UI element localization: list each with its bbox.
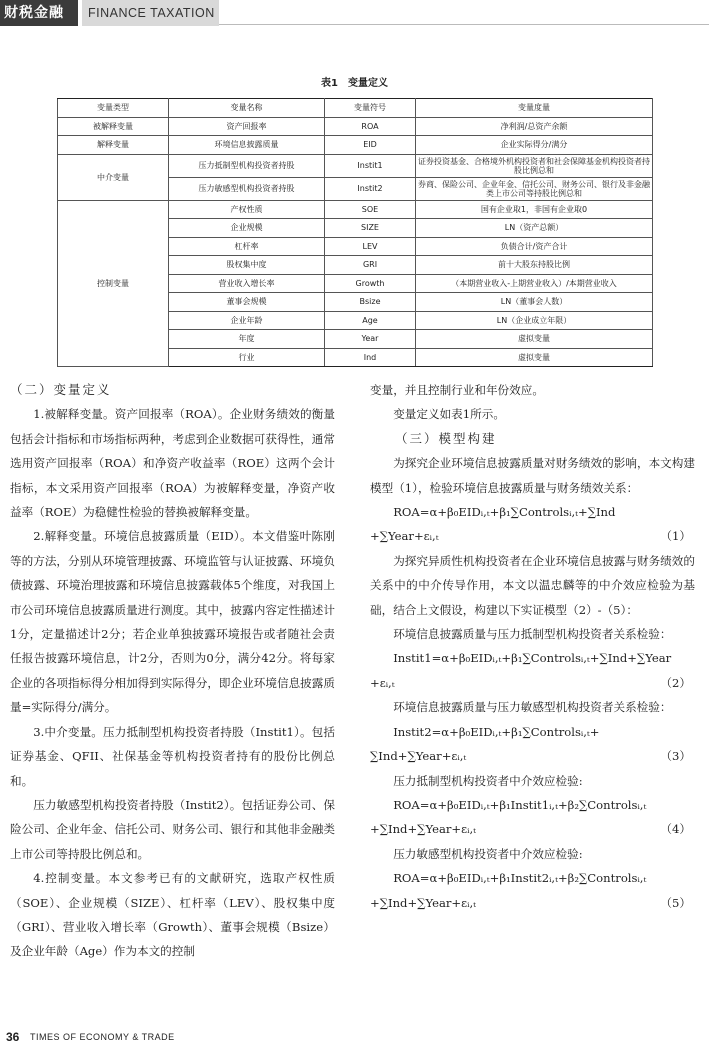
symbol-cell: GRI xyxy=(325,256,416,275)
measure-cell: 券商、保险公司、企业年金、信托公司、财务公司、银行及非金融类上市公司等持股比例总和 xyxy=(416,177,653,200)
equation-1-line: ROA=α+β₀EIDᵢ,ₜ+β₁∑Controlsᵢ,ₜ+∑Ind xyxy=(393,505,616,520)
equation-2-tail xyxy=(370,671,695,695)
name-cell: 董事会规模 xyxy=(169,293,325,312)
measure-cell: 负债合计/资产合计 xyxy=(416,237,653,256)
equation-number: （2） xyxy=(660,675,691,690)
name-cell: 行业 xyxy=(169,348,325,367)
equation-5-tail xyxy=(370,891,695,915)
equation-text: ∑Ind+∑Year+εᵢ,ₜ xyxy=(370,749,467,764)
measure-cell: 虚拟变量 xyxy=(416,348,653,367)
name-cell: 股权集中度 xyxy=(169,256,325,275)
section-heading: （三）模型构建 xyxy=(395,430,497,446)
equation-4-line: ROA=α+β₀EIDᵢ,ₜ+β₁Instit1ᵢ,ₜ+β₂∑Controlsᵢ,ₜ xyxy=(393,797,647,812)
measure-cell: LN（资产总额） xyxy=(416,219,653,238)
symbol-cell: ROA xyxy=(325,117,416,136)
equation-text: +∑Ind+∑Year+εᵢ,ₜ xyxy=(370,895,477,910)
running-header xyxy=(0,0,709,26)
symbol-cell: Year xyxy=(325,330,416,349)
table-header-cell: 变量度量 xyxy=(416,99,653,118)
right-column xyxy=(370,378,695,915)
measure-cell: 虚拟变量 xyxy=(416,330,653,349)
symbol-cell: Bsize xyxy=(325,293,416,312)
symbol-cell: Age xyxy=(325,311,416,330)
table-header-cell: 变量名称 xyxy=(169,99,325,118)
name-cell: 年度 xyxy=(169,330,325,349)
equation-number: （1） xyxy=(660,529,691,544)
type-cell: 解释变量 xyxy=(58,136,169,155)
measure-cell: LN（企业成立年限） xyxy=(416,311,653,330)
symbol-cell: Instit2 xyxy=(325,177,416,200)
equation-2-line: Instit1=α+β₀EIDᵢ,ₜ+β₁∑Controlsᵢ,ₜ+∑Ind+∑Year xyxy=(393,651,672,666)
equation-number: （3） xyxy=(660,749,691,764)
name-cell: 压力抵制型机构投资者持股 xyxy=(169,154,325,177)
paragraph: 压力抵制型机构投资者中介效应检验: xyxy=(393,773,583,788)
paragraph: 3.中介变量。压力抵制型机构投资者持股（Instit1）。包括证券基金、QFII、社保基金等机构投资者持有的股份比例总和。 xyxy=(10,724,335,788)
table-row xyxy=(58,117,653,136)
symbol-cell: LEV xyxy=(325,237,416,256)
name-cell: 环境信息披露质量 xyxy=(169,136,325,155)
measure-cell: 国有企业取1，非国有企业取0 xyxy=(416,200,653,219)
type-cell: 控制变量 xyxy=(58,200,169,367)
header-rule xyxy=(219,24,709,25)
type-cell: 中介变量 xyxy=(58,154,169,200)
symbol-cell: EID xyxy=(325,136,416,155)
name-cell: 产权性质 xyxy=(169,200,325,219)
measure-cell: LN（董事会人数） xyxy=(416,293,653,312)
name-cell: 企业规模 xyxy=(169,219,325,238)
measure-cell: 前十大股东持股比例 xyxy=(416,256,653,275)
left-column xyxy=(10,378,335,964)
equation-1-tail xyxy=(370,524,695,548)
symbol-cell: Instit1 xyxy=(325,154,416,177)
table-header-cell: 变量类型 xyxy=(58,99,169,118)
equation-text: +εᵢ,ₜ xyxy=(370,675,395,690)
symbol-cell: SOE xyxy=(325,200,416,219)
table-row xyxy=(58,154,653,177)
name-cell: 资产回报率 xyxy=(169,117,325,136)
measure-cell: 证券投资基金、合格境外机构投资者和社会保障基金机构投资者持股比例总和 xyxy=(416,154,653,177)
equation-3-tail xyxy=(370,744,695,768)
equation-text: +∑Year+εᵢ,ₜ xyxy=(370,529,439,544)
paragraph: 2.解释变量。环境信息披露质量（EID）。本文借鉴叶陈刚等的方法，分别从环境管理披露、环境监管与认证披露、环境负债披露、环境治理披露和环境信息披露载体5个维度，对我国上市公司环境信息披露质量进行测度。其中，披露内容定性描述计1分，定量描述计2分；若企业单独披露环境报告或者随社会责任报告披露环境信息，计2分，否则为0分，满分42分。将每家企业的各项指标得分相加得到实际得分，即企业环境信息披露质量=实际得分/满分。 xyxy=(10,529,335,715)
table-row xyxy=(58,200,653,219)
name-cell: 营业收入增长率 xyxy=(169,274,325,293)
equation-3-line: Instit2=α+β₀EIDᵢ,ₜ+β₁∑Controlsᵢ,ₜ+ xyxy=(393,724,600,739)
paragraph: 环境信息披露质量与压力抵制型机构投资者关系检验： xyxy=(393,627,672,642)
page-footer xyxy=(0,1028,709,1048)
paragraph: 1.被解释变量。资产回报率（ROA）。企业财务绩效的衡量包括会计指标和市场指标两种，考虑到企业数据可获得性，通常选用资产回报率（ROA）和净资产收益率（ROE）这两个会计指标，本文采用资产回报率（ROA）为被解释变量，净资产收益率（ROE）为稳健性检验的替换被解释变量。 xyxy=(10,407,335,520)
section-label-cn: 财税金融 xyxy=(0,0,78,26)
measure-cell: 净利润/总资产余额 xyxy=(416,117,653,136)
symbol-cell: Growth xyxy=(325,274,416,293)
journal-name: TIMES OF ECONOMY & TRADE xyxy=(30,1032,175,1042)
page-number: 36 xyxy=(6,1030,20,1044)
table-row xyxy=(58,136,653,155)
paragraph: 4.控制变量。本文参考已有的文献研究，选取产权性质（SOE）、企业规模（SIZE）、杠杆率（LEV）、股权集中度（GRI）、营业收入增长率（Growth）、董事会规模（Bsize）及企业年龄（Age）作为本文的控制 xyxy=(10,871,335,959)
name-cell: 企业年龄 xyxy=(169,311,325,330)
equation-number: （5） xyxy=(660,895,691,910)
paragraph: 变量，并且控制行业和年份效应。 xyxy=(370,383,544,397)
name-cell: 杠杆率 xyxy=(169,237,325,256)
equation-text: +∑Ind+∑Year+εᵢ,ₜ xyxy=(370,822,477,837)
paragraph: 变量定义如表1所示。 xyxy=(393,407,505,422)
type-cell: 被解释变量 xyxy=(58,117,169,136)
name-cell: 压力敏感型机构投资者持股 xyxy=(169,177,325,200)
symbol-cell: Ind xyxy=(325,348,416,367)
paragraph: 环境信息披露质量与压力敏感型机构投资者关系检验： xyxy=(393,700,672,715)
paragraph: 压力敏感型机构投资者中介效应检验: xyxy=(393,846,583,861)
paragraph: 为探究异质性机构投资者在企业环境信息披露与财务绩效的关系中的中介传导作用，本文以温忠麟等的中介效应检验为基础，结合上文假设，构建以下实证模型（2）-（5）： xyxy=(370,553,695,617)
section-label-en: FINANCE TAXATION xyxy=(82,0,219,26)
variable-definition-table xyxy=(57,98,653,367)
paragraph: 压力敏感型机构投资者持股（Instit2）。包括证券公司、保险公司、企业年金、信托公司、财务公司、银行和其他非金融类上市公司等持股比例总和。 xyxy=(10,797,335,861)
equation-4-tail xyxy=(370,817,695,841)
table-header-cell: 变量符号 xyxy=(325,99,416,118)
measure-cell: 企业实际得分/满分 xyxy=(416,136,653,155)
symbol-cell: SIZE xyxy=(325,219,416,238)
section-heading: （二）变量定义 xyxy=(10,382,112,397)
table-caption: 表1 变量定义 xyxy=(321,78,388,89)
paragraph: 为探究企业环境信息披露质量对财务绩效的影响，本文构建模型（1），检验环境信息披露质量与财务绩效关系： xyxy=(370,456,695,495)
equation-number: （4） xyxy=(660,822,691,837)
measure-cell: （本期营业收入-上期营业收入）/本期营业收入 xyxy=(416,274,653,293)
equation-5-line: ROA=α+β₀EIDᵢ,ₜ+β₁Instit2ᵢ,ₜ+β₂∑Controlsᵢ,ₜ xyxy=(393,871,647,886)
table-header-row xyxy=(58,99,653,118)
